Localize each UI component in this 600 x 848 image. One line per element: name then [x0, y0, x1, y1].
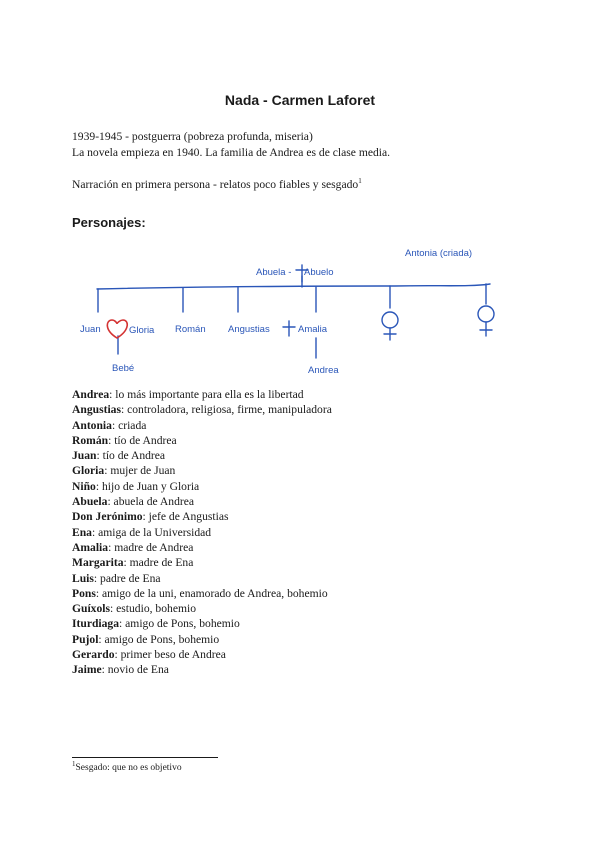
footnote-divider: [72, 757, 218, 758]
character-description: : hijo de Juan y Gloria: [95, 479, 200, 493]
character-entry: [72, 662, 332, 677]
character-name: Pons: [72, 586, 96, 600]
label-abuela: Abuela -: [256, 267, 292, 278]
character-name: Luis: [72, 571, 94, 585]
label-angustias: Angustias: [228, 324, 270, 335]
character-name: Iturdiaga: [72, 617, 120, 631]
label-antonia: Antonia (criada): [405, 248, 473, 259]
female-symbol-icon: [478, 306, 494, 322]
character-name: Gerardo: [72, 648, 115, 662]
label-andrea: Andrea: [308, 365, 339, 376]
character-name: Angustias: [72, 403, 121, 417]
character-description: : amiga de la Universidad: [91, 525, 212, 539]
footnote-text: Sesgado: que no es objetivo: [75, 763, 182, 773]
label-juan: Juan: [80, 324, 101, 335]
character-name: Antonia: [72, 418, 112, 432]
label-roman: Román: [175, 324, 206, 335]
character-name: Guíxols: [72, 602, 111, 616]
character-description: : tío de Andrea: [96, 449, 166, 463]
character-entry: [72, 632, 332, 647]
character-description: : jefe de Angustias: [142, 510, 229, 524]
character-entry: [72, 601, 332, 616]
character-entry: [72, 586, 332, 601]
character-name: Gloria: [72, 464, 105, 478]
female-symbol-icon: [382, 312, 398, 328]
family-tree-diagram: [0, 236, 600, 386]
character-description: : estudio, bohemio: [110, 602, 196, 616]
character-description: : tío de Andrea: [108, 433, 177, 447]
character-entry: [72, 433, 332, 448]
footnote: [72, 759, 182, 773]
label-amalia: Amalia: [298, 324, 328, 335]
character-description: : lo más importante para ella es la libertad: [109, 388, 304, 401]
character-description: : primer beso de Andrea: [114, 648, 226, 662]
character-description: : amigo de Pons, bohemio: [119, 617, 240, 631]
intro-block: [72, 129, 390, 193]
character-entry: [72, 540, 332, 555]
character-description: : madre de Ena: [123, 556, 194, 570]
character-description: : amigo de la uni, enamorado de Andrea, bohemio: [95, 586, 328, 600]
character-description: : criada: [111, 418, 147, 432]
character-entry: [72, 509, 332, 524]
intro-line-novel: La novela empieza en 1940. La familia de Andrea es de clase media.: [72, 146, 391, 159]
intro-line-narration: [72, 177, 390, 193]
narration-text: Narración en primera persona - relatos poco fiables y sesgado: [72, 178, 359, 191]
character-name: Abuela: [72, 495, 108, 509]
label-bebe: Bebé: [112, 363, 135, 374]
character-name: Don Jerónimo: [72, 510, 143, 524]
character-name: Jaime: [72, 663, 102, 677]
character-entry: [72, 402, 332, 417]
character-list: [72, 387, 332, 678]
tree-main-line: [97, 284, 490, 289]
document-title: Nada - Carmen Laforet: [224, 92, 376, 108]
character-entry: [72, 525, 332, 540]
heart-icon: [107, 320, 127, 338]
footnote-ref: 1: [358, 177, 362, 186]
character-entry: [72, 494, 332, 509]
character-name: Amalia: [72, 540, 109, 554]
character-entry: [72, 571, 332, 586]
section-heading-personajes: Personajes:: [72, 215, 146, 230]
character-name: Ena: [72, 525, 92, 539]
character-entry: [72, 616, 332, 631]
character-description: : amigo de Pons, bohemio: [98, 632, 220, 646]
character-entry: [72, 387, 332, 402]
character-entry: [72, 463, 332, 478]
character-entry: [72, 555, 332, 570]
intro-line-dates: 1939-1945 - postguerra (pobreza profunda, miseria): [72, 130, 313, 143]
character-description: : madre de Andrea: [108, 540, 194, 554]
character-name: Margarita: [72, 556, 124, 570]
character-name: Niño: [72, 479, 96, 493]
character-description: : controladora, religiosa, firme, manipuladora: [120, 403, 332, 417]
character-description: : abuela de Andrea: [107, 495, 195, 509]
character-description: : mujer de Juan: [104, 464, 176, 478]
character-description: : novio de Ena: [101, 663, 169, 677]
character-name: Pujol: [72, 632, 99, 646]
character-name: Juan: [72, 449, 97, 463]
character-name: Andrea: [72, 388, 110, 401]
label-abuelo: Abuelo: [304, 267, 334, 278]
character-description: : padre de Ena: [93, 571, 161, 585]
label-gloria: Gloria: [129, 325, 155, 336]
character-name: Román: [72, 433, 109, 447]
footnote-number: 1: [72, 759, 76, 768]
character-entry: [72, 418, 332, 433]
character-entry: [72, 647, 332, 662]
character-entry: [72, 479, 332, 494]
character-entry: [72, 448, 332, 463]
